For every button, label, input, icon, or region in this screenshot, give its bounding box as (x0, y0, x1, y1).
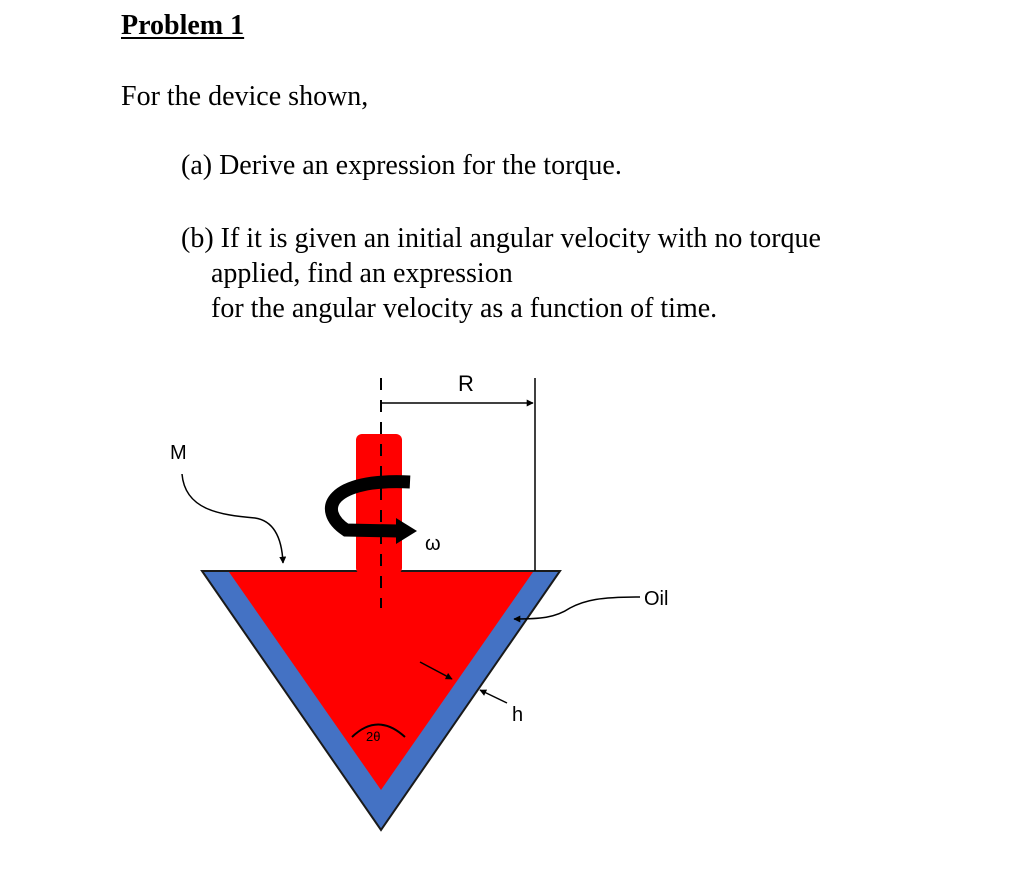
part-b-line-3: for the angular velocity as a function of time. (211, 293, 718, 324)
label-oil: Oil (644, 588, 669, 610)
rotation-arrow-head (396, 518, 417, 544)
m-leader-arrow (182, 474, 283, 563)
label-angle: 2θ (366, 729, 381, 744)
shaft (356, 434, 402, 574)
label-h: h (512, 704, 524, 726)
label-R: R (458, 371, 474, 396)
part-b-line-2: applied, find an expression (211, 258, 513, 289)
problem-title: Problem 1 (121, 10, 245, 41)
h-outer-arrow (480, 690, 507, 703)
label-omega: ω (425, 533, 441, 555)
label-M: M (170, 442, 187, 464)
part-b-line-1: (b) If it is given an initial angular velocity with no torque (181, 223, 821, 254)
part-a-text: (a) Derive an expression for the torque. (181, 150, 622, 181)
problem-intro: For the device shown, (121, 81, 369, 112)
